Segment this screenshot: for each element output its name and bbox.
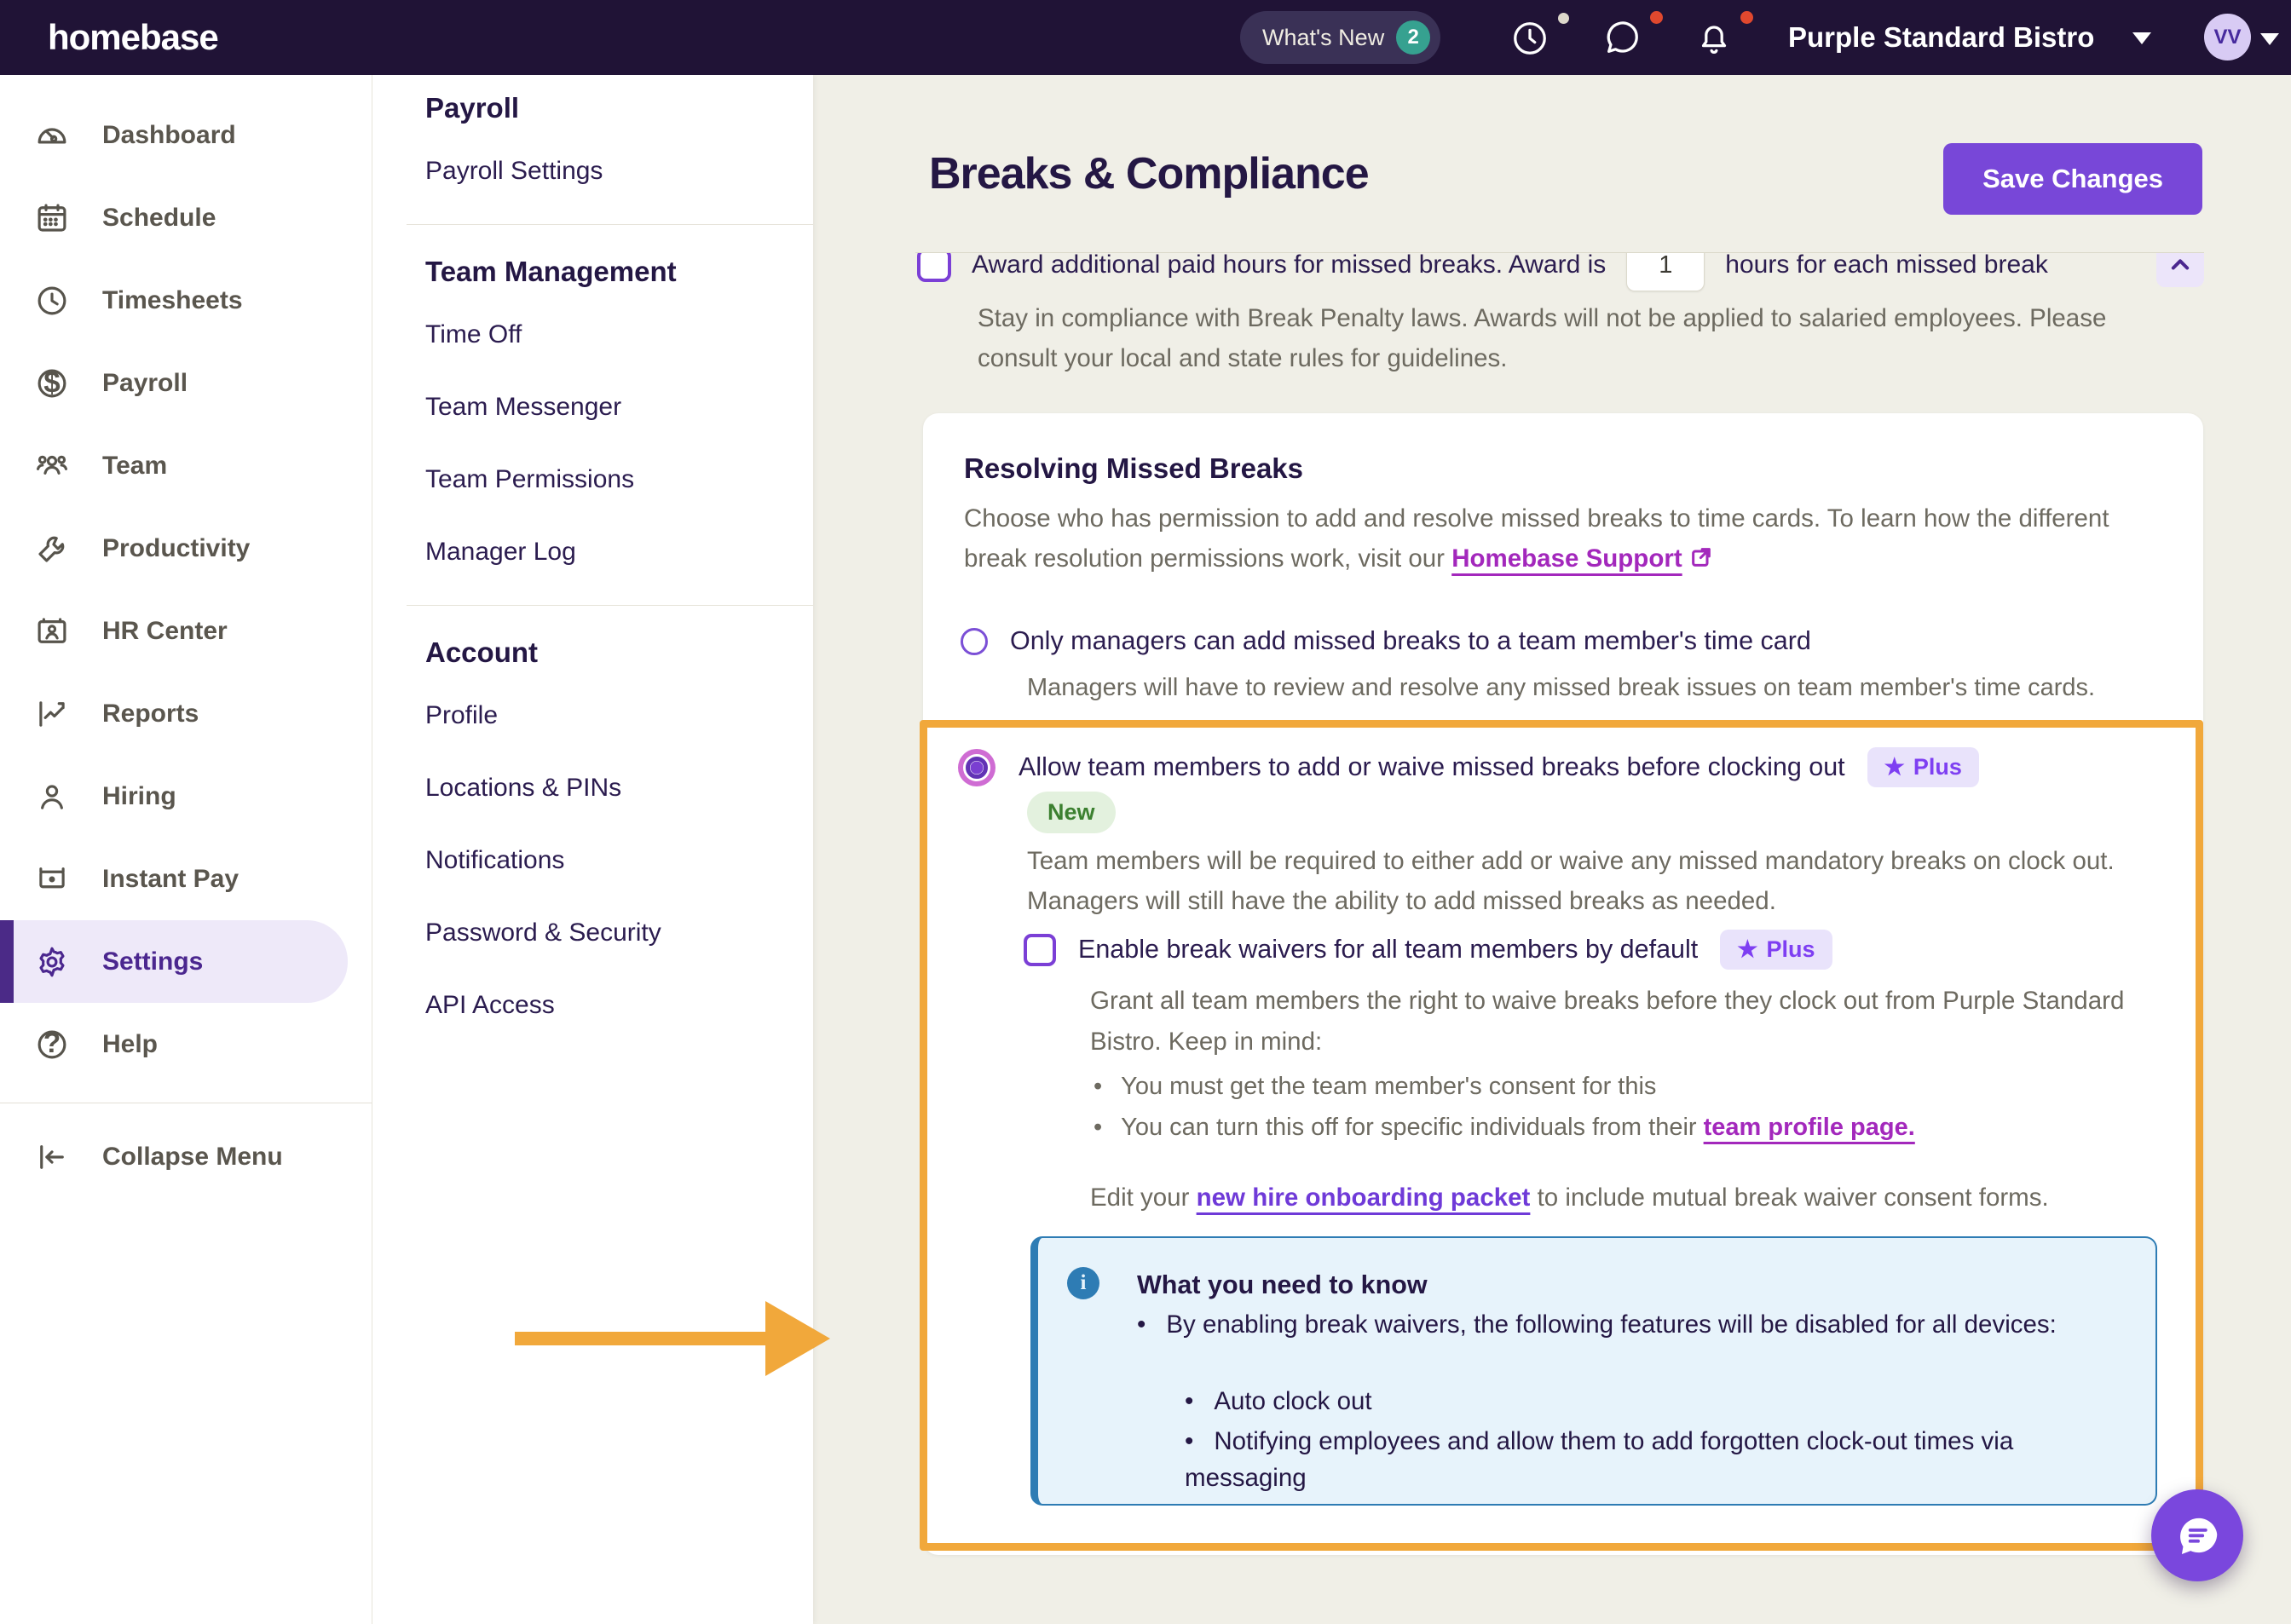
save-changes-button[interactable]: Save Changes bbox=[1943, 143, 2202, 215]
sidebar-item-instant-pay[interactable] bbox=[0, 838, 372, 920]
sidebar-label: Collapse Menu bbox=[102, 1142, 283, 1171]
sidebar-item-timesheets[interactable] bbox=[0, 259, 372, 342]
svg-text:$: $ bbox=[43, 366, 61, 399]
company-selector[interactable]: Purple Standard Bistro bbox=[1788, 21, 2095, 53]
support-chat-fab[interactable] bbox=[2151, 1489, 2243, 1581]
team-people-icon bbox=[34, 448, 70, 484]
info-sub-notifying bbox=[1185, 1423, 2114, 1496]
sidebar-label: Help bbox=[102, 1029, 159, 1058]
info-sub-bullets bbox=[1185, 1383, 2114, 1500]
sidebar-label: Schedule bbox=[102, 203, 216, 232]
what-you-need-to-know-box bbox=[1030, 1236, 2157, 1506]
settings-nav-item-time-off[interactable]: Time Off bbox=[425, 320, 522, 348]
whats-new-button[interactable] bbox=[1240, 11, 1440, 64]
sidebar-item-hr-center[interactable] bbox=[0, 590, 372, 672]
bullet-turn-off bbox=[1094, 1110, 2150, 1145]
grant-description: Grant all team members the right to waive breaks before they clock out from Purple Standard Bistro. Keep in mind: bbox=[1090, 987, 2125, 1056]
team-profile-page-link[interactable]: team profile page. bbox=[1703, 1114, 1915, 1141]
info-bullet-disabled-features bbox=[1137, 1306, 2117, 1344]
hr-center-badge-icon bbox=[34, 613, 70, 649]
team-members-waive-radio[interactable] bbox=[966, 757, 988, 779]
award-label-before: Award additional paid hours for missed breaks. Award is bbox=[972, 253, 1607, 279]
sidebar-item-schedule[interactable] bbox=[0, 176, 372, 259]
chevron-up-icon bbox=[2168, 253, 2192, 277]
timesheets-clock-icon bbox=[34, 283, 70, 319]
settings-nav-divider bbox=[407, 224, 813, 225]
settings-nav-divider bbox=[407, 605, 813, 606]
schedule-calendar-icon bbox=[34, 200, 70, 236]
settings-nav-item-notifications[interactable]: Notifications bbox=[425, 845, 565, 874]
time-clock-notification-dot bbox=[1558, 13, 1569, 24]
sidebar-item-dashboard[interactable] bbox=[0, 94, 372, 176]
award-row-clip bbox=[917, 253, 2204, 301]
card-description-text: Choose who has permission to add and resolve missed breaks to time cards. To learn how the different break resolution permissions work, visit our bbox=[964, 504, 2109, 573]
sidebar-label: Productivity bbox=[102, 533, 251, 562]
new-hire-onboarding-packet-link[interactable]: new hire onboarding packet bbox=[1196, 1183, 1531, 1212]
info-sub-text: Auto clock out bbox=[1214, 1387, 1372, 1415]
whats-new-count-badge: 2 bbox=[1396, 20, 1430, 55]
enable-break-waivers-label: Enable break waivers for all team members by default bbox=[1078, 935, 1699, 964]
new-badge: New bbox=[1027, 792, 1116, 833]
avatar[interactable]: VV bbox=[2204, 14, 2251, 60]
payroll-dollar-icon bbox=[34, 366, 70, 401]
sidebar-label: Settings bbox=[102, 947, 204, 976]
chat-bubble-icon bbox=[2171, 1509, 2224, 1562]
award-missed-breaks-checkbox[interactable] bbox=[917, 253, 951, 282]
star-icon: ★ bbox=[1884, 754, 1905, 780]
sidebar-label: Hiring bbox=[102, 781, 176, 810]
award-hours-input[interactable] bbox=[1626, 253, 1705, 291]
sidebar-label: Instant Pay bbox=[102, 864, 239, 893]
award-description: Stay in compliance with Break Penalty laws. Awards will not be applied to salaried employees. Please consult your local and state rules for guidelines. bbox=[978, 304, 2107, 372]
info-box-title: What you need to know bbox=[1137, 1270, 1428, 1299]
homebase-support-link[interactable]: Homebase Support bbox=[1451, 544, 1682, 573]
settings-nav-item-profile[interactable]: Profile bbox=[425, 700, 499, 729]
info-bullet-text: By enabling break waivers, the following features will be disabled for all devices: bbox=[1166, 1310, 2057, 1339]
reports-chart-icon bbox=[34, 696, 70, 732]
star-icon: ★ bbox=[1737, 936, 1758, 962]
edit-line-before: Edit your bbox=[1090, 1183, 1197, 1212]
company-caret-icon bbox=[2132, 32, 2151, 44]
sidebar-item-help[interactable] bbox=[0, 1003, 372, 1086]
option-managers-only[interactable] bbox=[961, 626, 1811, 656]
info-sub-text: Notifying employees and allow them to add forgotten clock-out times via messaging bbox=[1185, 1427, 2014, 1492]
instant-pay-icon bbox=[34, 861, 70, 897]
sidebar-label: Payroll bbox=[102, 368, 188, 397]
sidebar-item-hiring[interactable] bbox=[0, 755, 372, 838]
edit-line-after: to include mutual break waiver consent forms. bbox=[1530, 1183, 2049, 1212]
sidebar-label: Team bbox=[102, 451, 168, 480]
page-title: Breaks & Compliance bbox=[929, 149, 1369, 199]
settings-nav bbox=[372, 75, 813, 1624]
settings-nav-item-payroll-settings[interactable]: Payroll Settings bbox=[425, 156, 603, 185]
card-description bbox=[964, 498, 2166, 581]
external-link-icon bbox=[1689, 541, 1713, 581]
plus-badge-label: Plus bbox=[1766, 936, 1815, 962]
top-bar bbox=[0, 0, 2291, 75]
svg-text:?: ? bbox=[43, 1027, 61, 1059]
team-members-waive-label: Allow team members to add or waive missed breaks before clocking out bbox=[1019, 752, 1845, 781]
enable-break-waivers-checkbox[interactable] bbox=[1024, 934, 1056, 966]
dashboard-gauge-icon bbox=[34, 118, 70, 153]
managers-only-radio[interactable] bbox=[961, 628, 988, 655]
award-missed-breaks-row bbox=[917, 253, 2204, 301]
info-sub-auto-clock-out bbox=[1185, 1383, 2114, 1420]
settings-nav-item-team-messenger[interactable]: Team Messenger bbox=[425, 392, 622, 421]
whats-new-label: What's New bbox=[1262, 24, 1385, 50]
plus-badge-label: Plus bbox=[1913, 754, 1962, 780]
edit-onboarding-line bbox=[1090, 1183, 2173, 1212]
sidebar-item-team[interactable] bbox=[0, 424, 372, 507]
bullet-consent bbox=[1094, 1069, 2150, 1104]
main-content bbox=[813, 75, 2291, 1624]
help-question-icon bbox=[34, 1027, 70, 1063]
managers-only-label: Only managers can add missed breaks to a team member's time card bbox=[1010, 626, 1811, 655]
bullet-turn-off-text: You can turn this off for specific individuals from their bbox=[1121, 1114, 1704, 1141]
collapse-menu-button[interactable] bbox=[0, 1115, 372, 1198]
settings-gear-icon bbox=[34, 944, 70, 980]
managers-only-description: Managers will have to review and resolve any missed break issues on team member's time cards. bbox=[1027, 674, 2096, 701]
messages-icon[interactable] bbox=[1602, 19, 1642, 58]
resolving-missed-breaks-card bbox=[923, 413, 2203, 1555]
settings-nav-section-account: Account bbox=[425, 636, 538, 668]
messages-notification-dot bbox=[1650, 11, 1663, 24]
info-icon: i bbox=[1067, 1267, 1099, 1299]
sidebar-item-settings[interactable] bbox=[0, 920, 372, 1003]
annotation-arrow-head bbox=[765, 1301, 830, 1376]
plus-badge bbox=[1867, 747, 1979, 787]
annotation-arrow-line bbox=[515, 1332, 767, 1345]
settings-nav-item-team-permissions[interactable]: Team Permissions bbox=[425, 464, 635, 493]
hiring-person-icon bbox=[34, 779, 70, 815]
sidebar-item-payroll[interactable] bbox=[0, 342, 372, 424]
waiver-bullets bbox=[1094, 1069, 2150, 1151]
enable-break-waivers-row[interactable] bbox=[1024, 930, 1832, 970]
sidebar-label: Reports bbox=[102, 699, 199, 728]
sidebar-label: HR Center bbox=[102, 616, 228, 645]
notifications-bell-icon[interactable] bbox=[1694, 19, 1734, 58]
bell-notification-dot bbox=[1740, 11, 1753, 24]
time-clock-icon[interactable] bbox=[1510, 19, 1549, 58]
settings-nav-section-team-management: Team Management bbox=[425, 256, 677, 287]
card-title: Resolving Missed Breaks bbox=[964, 452, 1303, 484]
sidebar-item-reports[interactable] bbox=[0, 672, 372, 755]
section-collapse-button[interactable] bbox=[2156, 253, 2204, 287]
plus-badge bbox=[1720, 930, 1832, 970]
avatar-caret-icon bbox=[2260, 33, 2279, 45]
productivity-wrench-icon bbox=[34, 531, 70, 567]
option-team-members-waive[interactable] bbox=[957, 747, 1979, 787]
sidebar-item-productivity[interactable] bbox=[0, 507, 372, 590]
main-sidebar bbox=[0, 75, 372, 1624]
sidebar-label: Timesheets bbox=[102, 285, 243, 314]
settings-nav-item-password-security[interactable]: Password & Security bbox=[425, 918, 661, 947]
homebase-logo[interactable]: homebase bbox=[48, 17, 218, 57]
settings-nav-section-payroll: Payroll bbox=[425, 92, 520, 124]
settings-nav-item-locations-pins[interactable]: Locations & PINs bbox=[425, 773, 622, 802]
sidebar-label: Dashboard bbox=[102, 120, 236, 149]
bullet-consent-text: You must get the team member's consent for this bbox=[1121, 1073, 1657, 1100]
settings-active-bar bbox=[0, 920, 14, 1003]
settings-nav-item-manager-log[interactable]: Manager Log bbox=[425, 537, 576, 566]
settings-nav-item-api-access[interactable]: API Access bbox=[425, 990, 555, 1019]
collapse-arrow-icon bbox=[34, 1139, 70, 1175]
award-label-after: hours for each missed break bbox=[1725, 253, 2048, 279]
team-members-waive-description: Team members will be required to either add or waive any missed mandatory breaks on clock out. Managers will still have the ability to add missed breaks as needed. bbox=[1027, 847, 2115, 915]
